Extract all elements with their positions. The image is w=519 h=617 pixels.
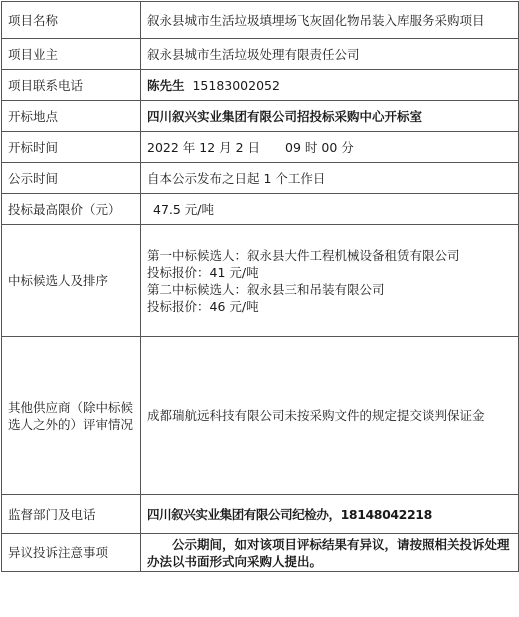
row-supervision bbox=[2, 495, 519, 534]
row-bid-time bbox=[2, 132, 519, 163]
row-bid-place bbox=[2, 101, 519, 132]
label-candidates: 中标候选人及排序 bbox=[2, 225, 141, 337]
label-publicity-time: 公示时间 bbox=[2, 163, 141, 194]
value-contact bbox=[141, 70, 519, 101]
value-project-owner: 叙永县城市生活垃圾处理有限责任公司 bbox=[141, 39, 519, 70]
row-project-owner bbox=[2, 39, 519, 70]
value-objection: 公示期间，如对该项目评标结果有异议，请按照相关投诉处理办法以书面形式向采购人提出。 bbox=[141, 534, 519, 572]
label-contact: 项目联系电话 bbox=[2, 70, 141, 101]
value-bid-place: 四川叙兴实业集团有限公司招投标采购中心开标室 bbox=[141, 101, 519, 132]
contact-phone: 15183002052 bbox=[192, 77, 280, 93]
value-other-suppliers: 成都瑞航远科技有限公司未按采购文件的规定提交谈判保证金 bbox=[141, 337, 519, 495]
label-max-price: 投标最高限价（元） bbox=[2, 194, 141, 225]
bid-result-table bbox=[1, 1, 519, 572]
label-objection: 异议投诉注意事项 bbox=[2, 534, 141, 572]
value-publicity-time: 自本公示发布之日起 1 个工作日 bbox=[141, 163, 519, 194]
label-bid-time: 开标时间 bbox=[2, 132, 141, 163]
value-bid-time: 2022 年 12 月 2 日 09 时 00 分 bbox=[141, 132, 519, 163]
value-candidates bbox=[141, 225, 519, 337]
row-publicity-time bbox=[2, 163, 519, 194]
row-other-suppliers bbox=[2, 337, 519, 495]
label-bid-place: 开标地点 bbox=[2, 101, 141, 132]
row-contact bbox=[2, 70, 519, 101]
contact-person: 陈先生 bbox=[147, 77, 185, 93]
first-candidate-price: 投标报价：41 元/吨 bbox=[147, 264, 259, 280]
label-other-suppliers: 其他供应商（除中标候选人之外的）评审情况 bbox=[2, 337, 141, 495]
label-project-name: 项目名称 bbox=[2, 2, 141, 39]
label-project-owner: 项目业主 bbox=[2, 39, 141, 70]
value-supervision: 四川叙兴实业集团有限公司纪检办，18148042218 bbox=[141, 495, 519, 534]
value-project-name: 叙永县城市生活垃圾填埋场飞灰固化物吊装入库服务采购项目 bbox=[141, 2, 519, 39]
second-candidate: 第二中标候选人：叙永县三和吊装有限公司 bbox=[147, 281, 385, 297]
first-candidate: 第一中标候选人：叙永县大件工程机械设备租赁有限公司 bbox=[147, 247, 460, 263]
row-objection bbox=[2, 534, 519, 572]
row-project-name bbox=[2, 2, 519, 39]
second-candidate-price: 投标报价：46 元/吨 bbox=[147, 298, 259, 314]
label-supervision: 监督部门及电话 bbox=[2, 495, 141, 534]
value-max-price bbox=[141, 194, 519, 225]
row-max-price bbox=[2, 194, 519, 225]
max-price-text: 47.5 元/吨 bbox=[153, 201, 215, 217]
row-candidates bbox=[2, 225, 519, 337]
